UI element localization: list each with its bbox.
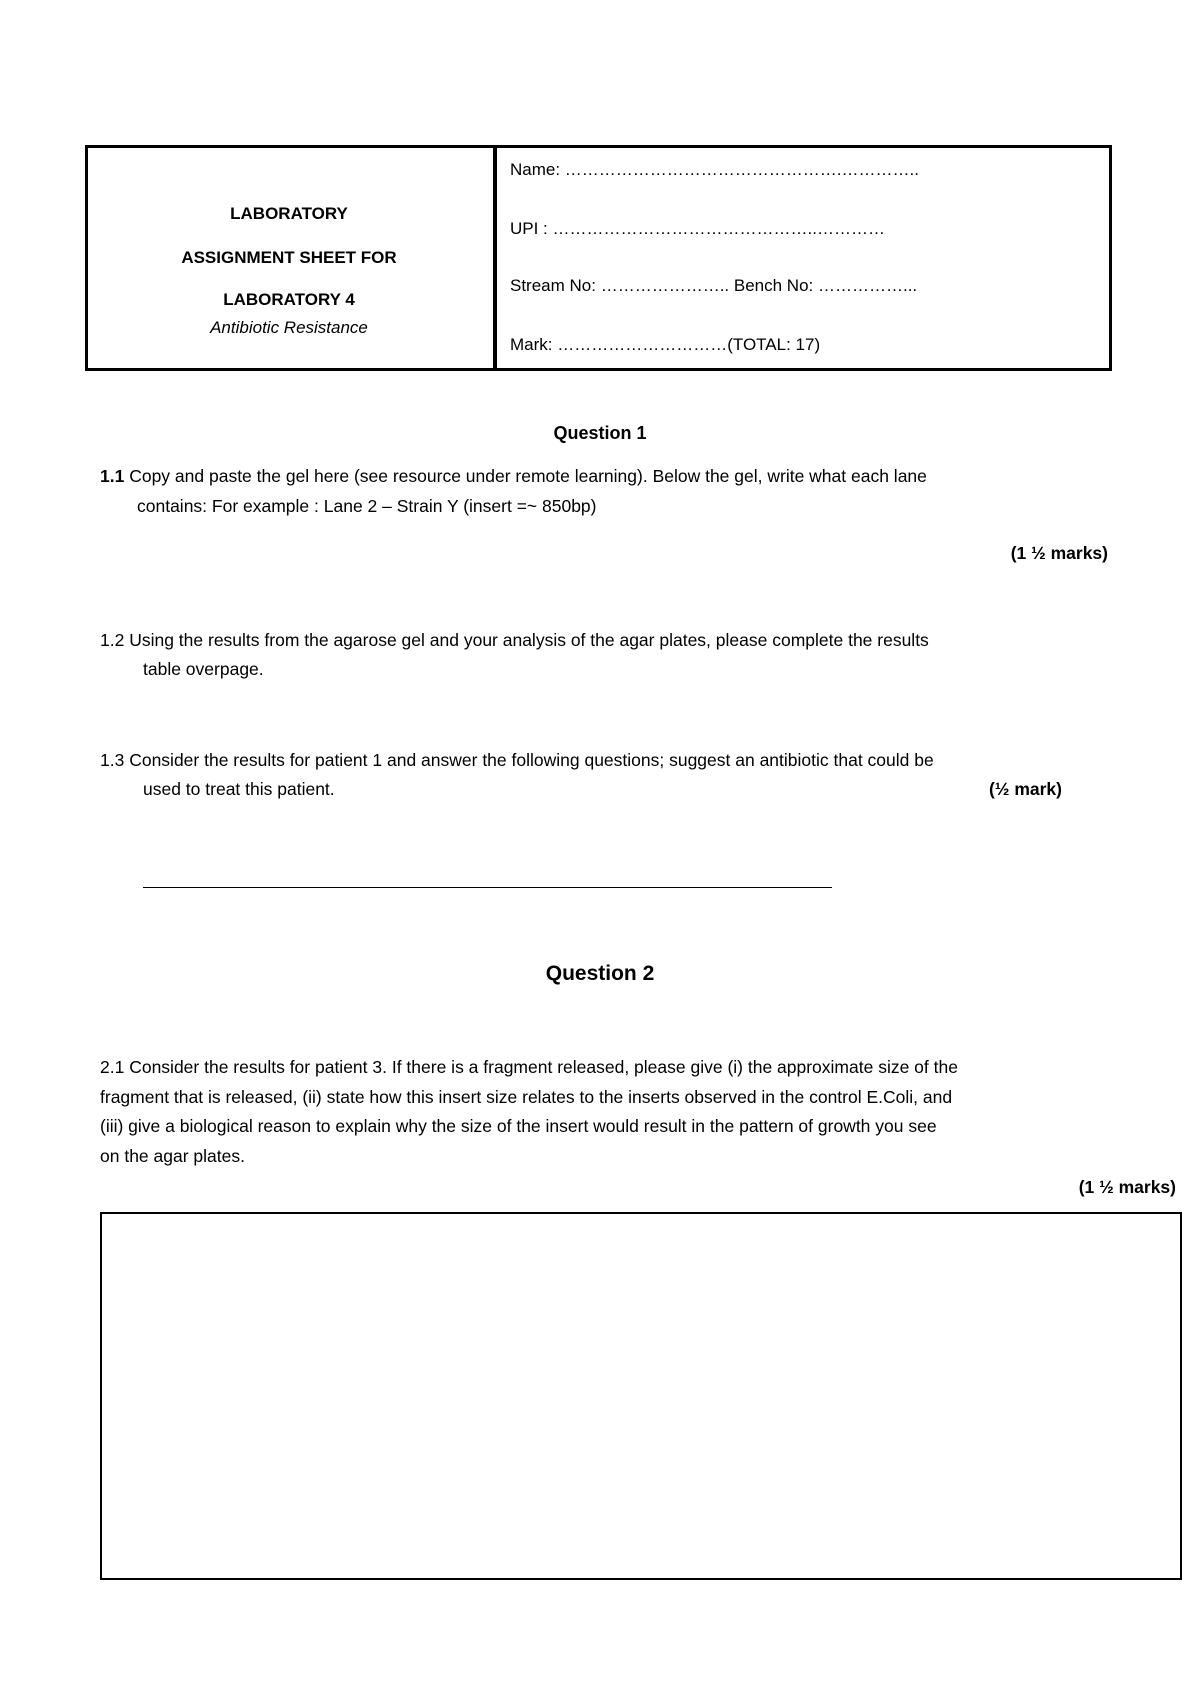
q1-3-text-line-1 bbox=[100, 750, 934, 771]
q1-3-marks: (½ mark) bbox=[989, 779, 1062, 799]
q1-1-text-line-1 bbox=[100, 466, 927, 487]
mark-field: Mark: …………………………(TOTAL: 17) bbox=[510, 335, 821, 354]
q2-1-text-line-4: on the agar plates. bbox=[100, 1146, 245, 1166]
header-title-line-3: LABORATORY 4 bbox=[223, 290, 355, 309]
q1-3-number: 1.3 bbox=[100, 750, 125, 770]
header-divider bbox=[493, 145, 497, 371]
question-1-title: Question 1 bbox=[553, 423, 647, 443]
q1-2-number: 1.2 bbox=[100, 630, 125, 650]
q2-1-text-line-3: (iii) give a biological reason to explain why the size of the insert would result in the pattern of growth you see bbox=[100, 1116, 937, 1136]
q1-2-text-line-2: table overpage. bbox=[143, 659, 264, 679]
q2-1-number: 2.1 bbox=[100, 1057, 125, 1077]
q1-2-text: Using the results from the agarose gel and your analysis of the agar plates, please complete the results bbox=[129, 630, 929, 650]
q1-1-marks: (1 ½ marks) bbox=[1010, 543, 1108, 563]
q2-1-marks: (1 ½ marks) bbox=[1078, 1177, 1176, 1197]
header-title-line-1: LABORATORY bbox=[230, 204, 348, 223]
q1-1-text-line-2: contains: For example : Lane 2 – Strain Y (insert =~ 850bp) bbox=[137, 496, 597, 516]
header-subtitle: Antibiotic Resistance bbox=[210, 318, 368, 337]
q1-3-text-line-2: used to treat this patient. bbox=[143, 779, 335, 799]
q1-3-answer-line[interactable] bbox=[143, 887, 832, 888]
q2-1-text: Consider the results for patient 3. If there is a fragment released, please give (i) the approximate size of the bbox=[129, 1057, 958, 1077]
q1-1-text: Copy and paste the gel here (see resource under remote learning). Below the gel, write what each lane bbox=[129, 466, 927, 486]
q2-1-answer-box[interactable] bbox=[100, 1212, 1182, 1580]
name-field: Name: ………………………………………….………….. bbox=[510, 160, 919, 179]
q1-2-text-line-1 bbox=[100, 630, 929, 651]
header-title-line-2: ASSIGNMENT SHEET FOR bbox=[181, 248, 397, 267]
q2-1-text-line-1 bbox=[100, 1057, 958, 1078]
upi-field: UPI : ………………………………………..………… bbox=[510, 219, 885, 238]
q1-1-number: 1.1 bbox=[100, 466, 125, 486]
question-2-title: Question 2 bbox=[545, 962, 655, 985]
q2-1-text-line-2: fragment that is released, (ii) state how this insert size relates to the inserts observed in the control E.Coli, and bbox=[100, 1087, 953, 1107]
stream-bench-field: Stream No: ………………….. Bench No: ……………... bbox=[510, 276, 918, 295]
q1-3-text: Consider the results for patient 1 and answer the following questions; suggest an antibiotic that could be bbox=[129, 750, 934, 770]
